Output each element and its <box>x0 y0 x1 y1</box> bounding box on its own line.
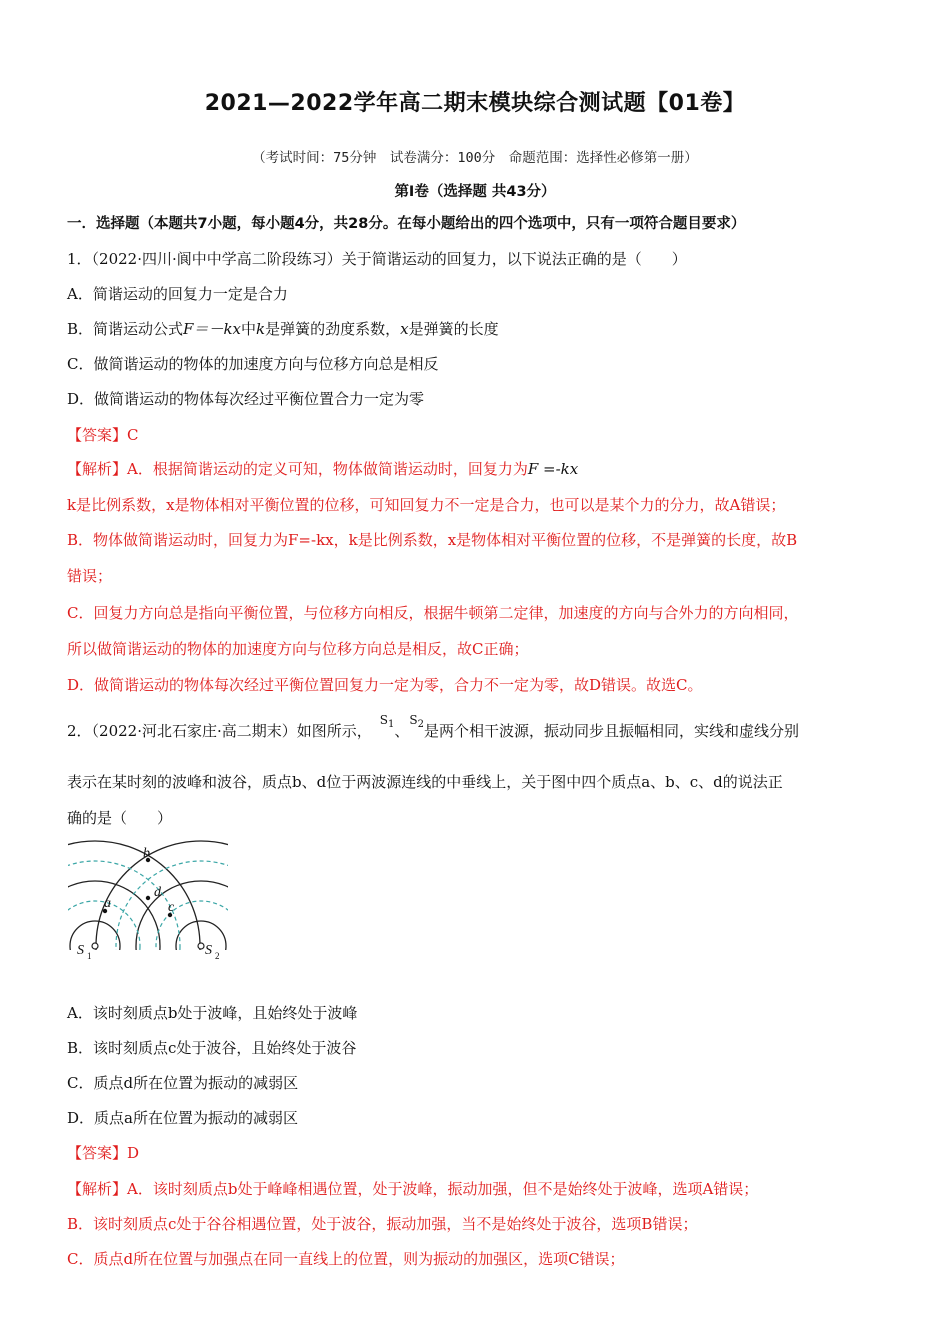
q2-stem-post: 是两个相干波源，振动同步且振幅相同，实线和虚线分别 <box>424 722 800 740</box>
q1-option-b <box>67 318 887 339</box>
section-title: 第Ⅰ卷（选择题 共43分） <box>394 184 556 200</box>
label-s1: S <box>77 943 84 958</box>
q1-option-b-post: 是弹簧的长度 <box>408 320 499 338</box>
label-s1-sub: 1 <box>87 951 92 961</box>
q1-analysis-1: A．根据简谐运动的定义可知，物体做简谐运动时，回复力为 <box>127 460 528 478</box>
q2-option-a: A．该时刻质点b处于波峰，且始终处于波峰 <box>67 1004 358 1022</box>
q1-analysis-1-formula: F =-kx <box>527 460 579 478</box>
q1-analysis-line-4: 错误； <box>67 567 113 585</box>
q2-analysis-tag: 【解析】 <box>67 1180 128 1198</box>
point-d <box>146 896 150 900</box>
label-c: c <box>168 900 175 915</box>
label-s2: S <box>205 943 212 958</box>
q1-answer-tag: 【答案】 <box>67 426 128 444</box>
q2-stem-pre: 2．（2022·河北石家庄·高二期末）如图所示， <box>67 722 372 740</box>
q2-separator: 、 <box>394 722 410 740</box>
q1-analysis-line-3: B．物体做简谐运动时，回复力为F=-kx，k是比例系数，x是物体相对平衡位置的位移，不是弹簧的长度，故B <box>67 531 798 549</box>
q2-analysis-line-3: C．质点d所在位置与加强点在同一直线上的位置，则为振动的加强区，选项C错误； <box>67 1250 625 1268</box>
q2-stem-line-3: 确的是（ ） <box>67 809 173 827</box>
label-d: d <box>154 885 161 900</box>
q1-option-b-mid1: 中 <box>241 320 257 338</box>
q1-analysis-line-7: D．做简谐运动的物体每次经过平衡位置回复力一定为零，合力不一定为零，故D错误。故选C。 <box>67 676 703 694</box>
wave-interference-diagram <box>68 838 228 966</box>
q2-analysis-line-1 <box>67 1178 887 1199</box>
label-a: a <box>104 896 111 911</box>
q1-analysis-line-5: C．回复力方向总是指向平衡位置，与位移方向相反，根据牛顿第二定律，加速度的方向与合外力的方向相同， <box>67 604 799 622</box>
q1-analysis-line-6: 所以做简谐运动的物体的加速度方向与位移方向总是相反，故C正确； <box>67 640 529 658</box>
q1-stem: 1．（2022·四川·阆中中学高二阶段练习）关于简谐运动的回复力，以下说法正确的是（ ） <box>67 250 687 268</box>
label-s2-sub: 2 <box>215 951 220 961</box>
q1-answer-value: C <box>127 426 139 444</box>
q1-option-d: D．做简谐运动的物体每次经过平衡位置合力一定为零 <box>67 390 425 408</box>
q1-option-b-pre: B．简谐运动公式 <box>67 320 184 338</box>
page-title: 2021—2022学年高二期末模块综合测试题【01卷】 <box>204 91 746 116</box>
q1-option-b-mid2: 是弹簧的劲度系数， <box>265 320 401 338</box>
label-b: b <box>143 846 150 861</box>
q1-analysis-tag: 【解析】 <box>67 460 128 478</box>
q1-option-b-formula: F＝－kx <box>183 320 241 338</box>
q2-analysis-1: A．该时刻质点b处于峰峰相遇位置，处于波峰，振动加强，但不是始终处于波峰，选项A错误； <box>127 1180 759 1198</box>
q1-analysis-line-2: k是比例系数，x是物体相对平衡位置的位移，可知回复力不一定是合力，也可以是某个力的分力，故A错误； <box>67 496 786 514</box>
q2-s2: S2 <box>409 713 424 730</box>
q1-analysis-line-1 <box>67 458 887 479</box>
q2-analysis-line-2: B．该时刻质点c处于谷谷相遇位置，处于波谷，振动加强，当不是始终处于波谷，选项B错误； <box>67 1215 698 1233</box>
q1-option-c: C．做简谐运动的物体的加速度方向与位移方向总是相反 <box>67 355 439 373</box>
q1-option-b-x: x <box>400 320 409 338</box>
wave-interference-figure <box>68 838 228 966</box>
q2-option-b: B．该时刻质点c处于波谷，且始终处于波谷 <box>67 1039 357 1057</box>
exam-info: （考试时间：75分钟 试卷满分：100分 命题范围：选择性必修第一册） <box>252 150 698 166</box>
q2-answer <box>67 1142 887 1163</box>
q1-option-b-k: k <box>256 320 266 338</box>
q2-answer-value: D <box>127 1144 140 1162</box>
q2-option-c: C．质点d所在位置为振动的减弱区 <box>67 1074 299 1092</box>
q2-answer-tag: 【答案】 <box>67 1144 128 1162</box>
q1-answer <box>67 424 887 445</box>
part-heading: 一．选择题（本题共7小题，每小题4分，共28分。在每小题给出的四个选项中，只有一项符合题目要求） <box>67 216 746 232</box>
q2-option-d: D．质点a所在位置为振动的减弱区 <box>67 1109 298 1127</box>
q2-s1: S1 <box>379 713 395 730</box>
q2-stem-line-1 <box>67 713 887 742</box>
q2-stem-line-2: 表示在某时刻的波峰和波谷，质点b、d位于两波源连线的中垂线上，关于图中四个质点a、b、c、d的说法正 <box>67 773 783 791</box>
q1-option-a: A．简谐运动的回复力一定是合力 <box>67 285 288 303</box>
